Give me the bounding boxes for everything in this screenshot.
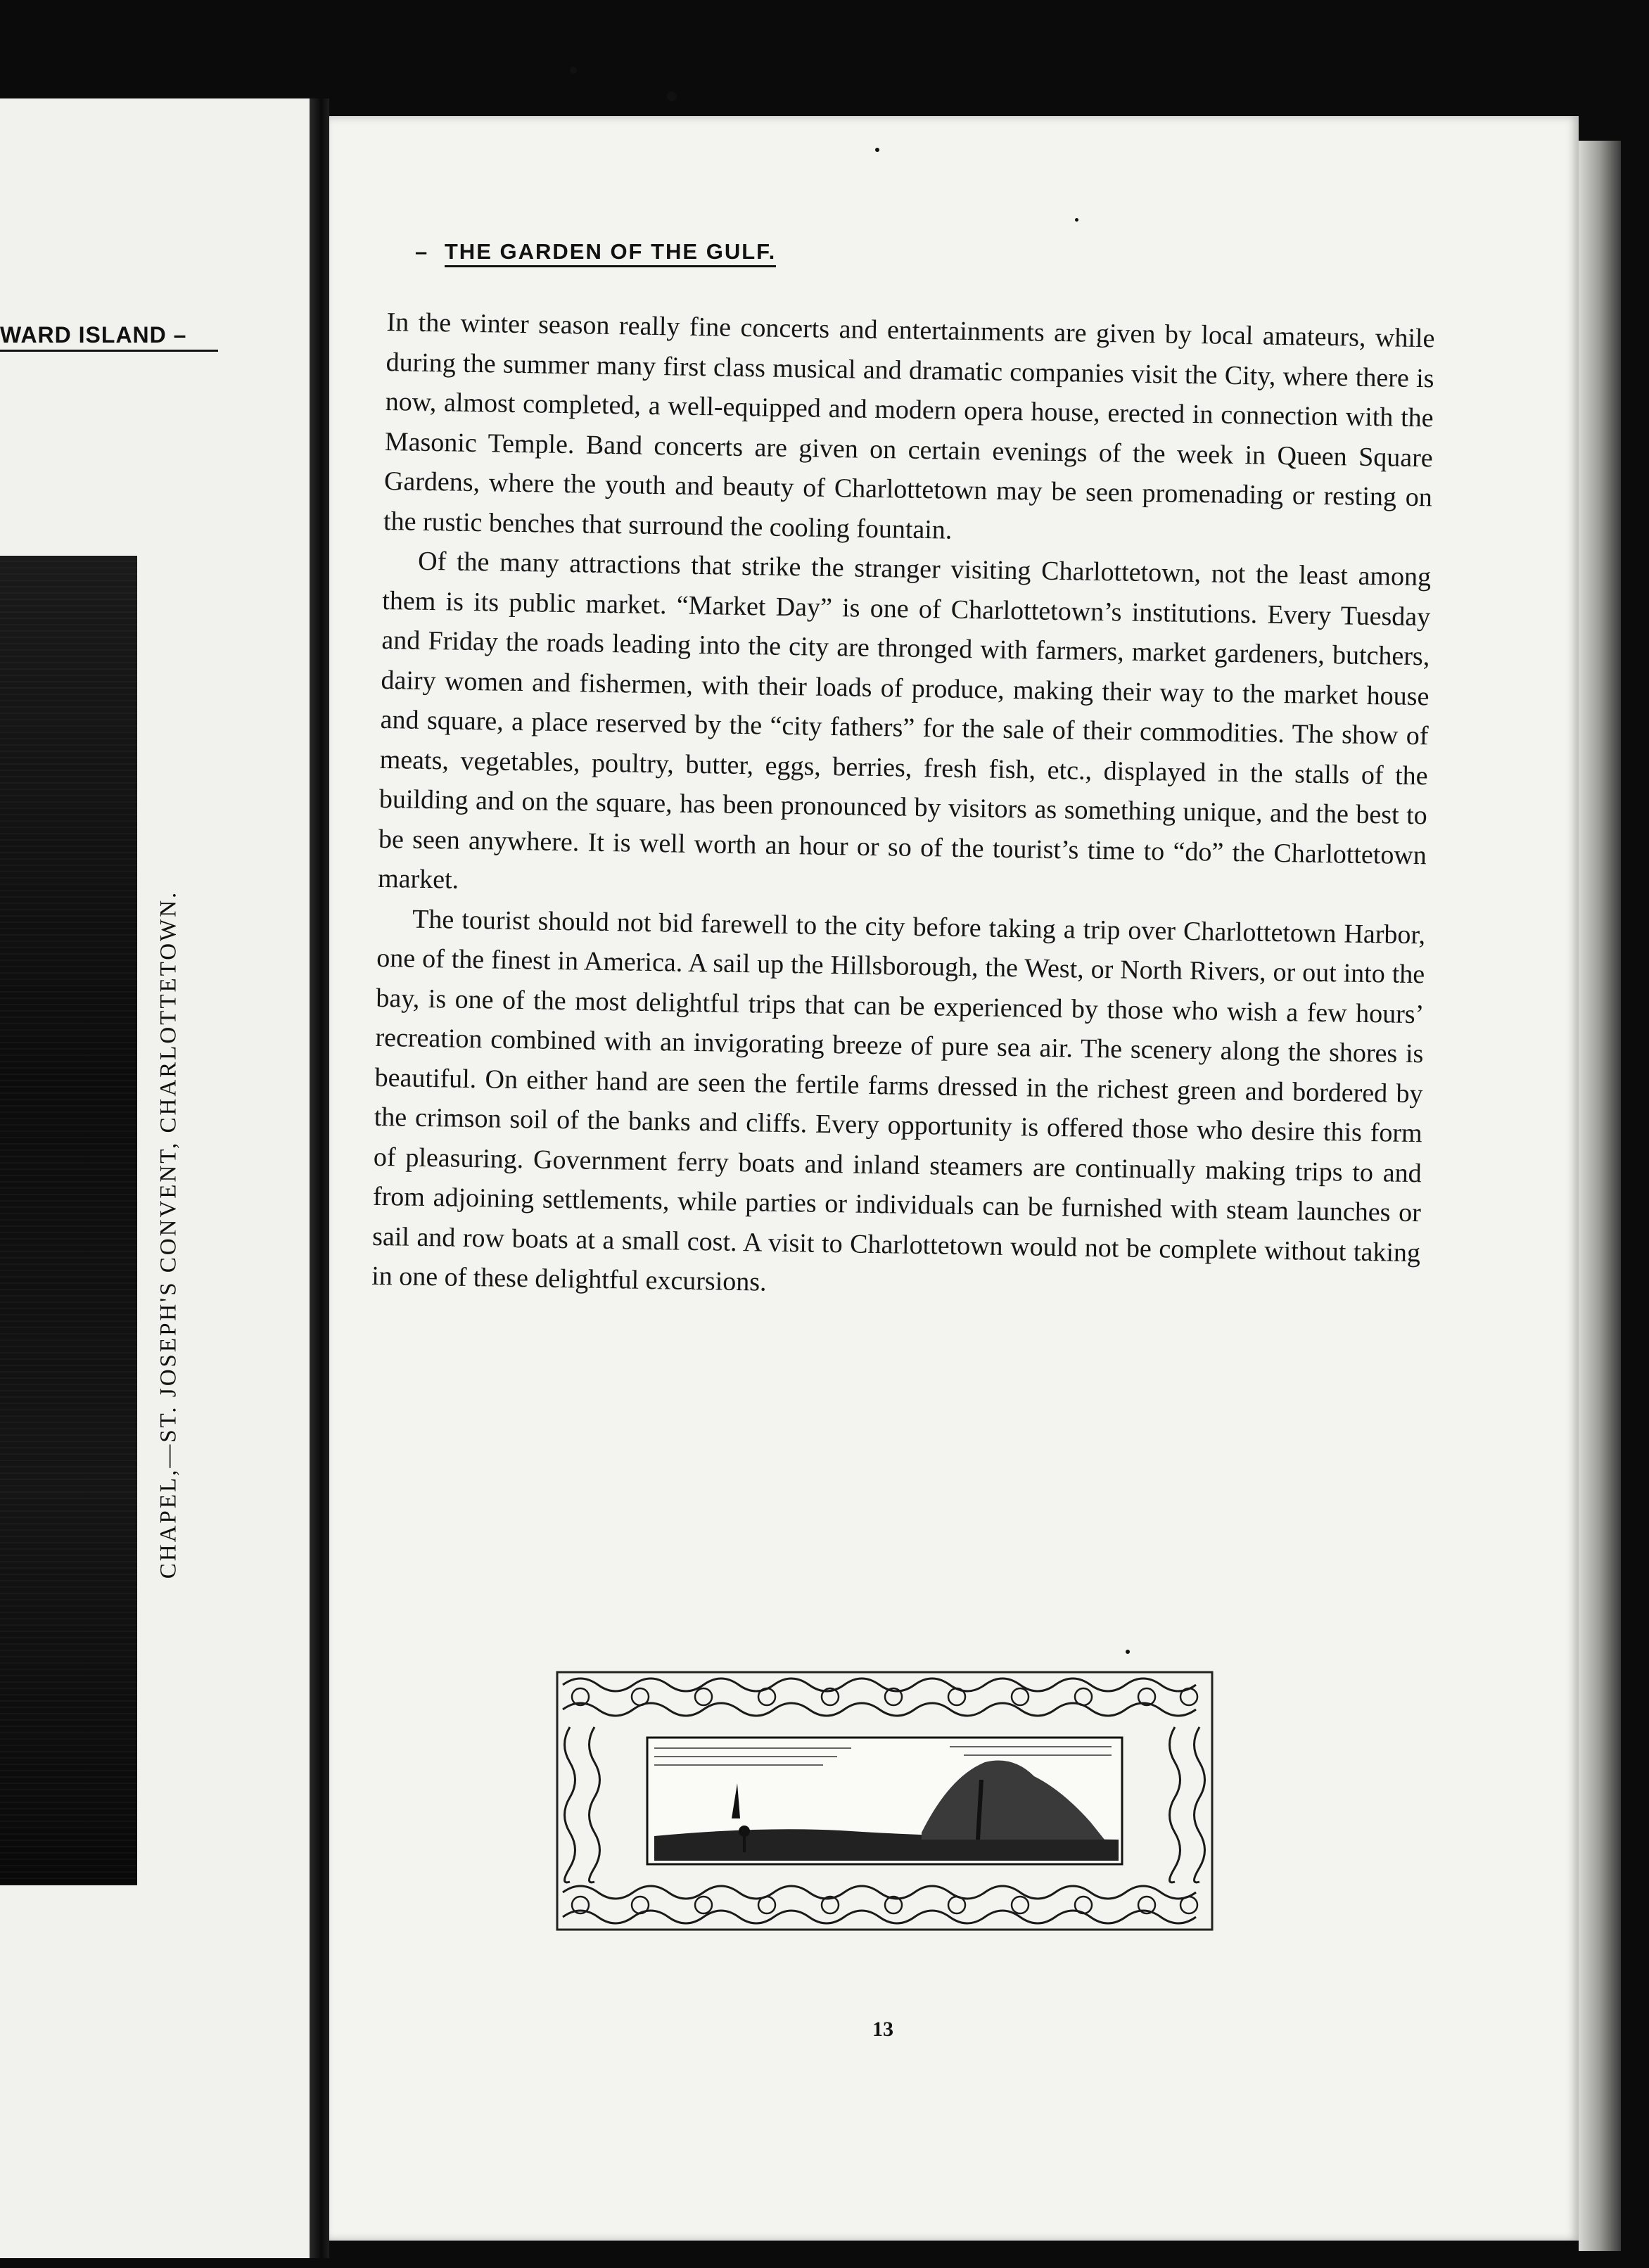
left-facing-page (0, 98, 310, 2258)
scan-speck (875, 148, 879, 152)
running-head-title: THE GARDEN OF THE GULF. (445, 239, 776, 267)
page-edge (1579, 141, 1621, 2251)
book-gutter (310, 98, 329, 2258)
paragraph-concerts: In the winter season really fine concerts and entertainments are given by local amateurs, while during the summer many first class musical and dramatic companies visit the City, where there is now, almost completed, a well-equipped and modern opera house, erected in connection with the Masonic Temple. Band concerts are given on certain evenings of the week in Queen Square Gardens, where the youth and beauty of Charlottetown may be seen promenading or resting on the rustic benches that surround the cooling fountain. (383, 307, 1435, 545)
scan-speck (570, 67, 577, 74)
ornamental-vignette (556, 1671, 1214, 1931)
left-running-head (0, 322, 218, 352)
running-head-dash: – (415, 239, 429, 264)
scan-speck (1075, 218, 1078, 222)
scan-speck (1126, 1650, 1130, 1654)
chapel-photo (0, 556, 137, 1885)
landscape-engraving (647, 1738, 1122, 1864)
scan-speck (667, 91, 677, 101)
paragraph-market: Of the many attractions that strike the stranger visiting Charlottetown, not the least among them is its public market. “Market Day” is one of Charlottetown’s institutions. Every Tuesday and Friday the roads leading into the city are thronged with farmers, market gardeners, butchers, dairy women and fishermen, with their loads of produce, making their way to the market house and square, a place reserved by the “city fathers” for the sale of their commodities. The show of meats, vegetables, poultry, butter, eggs, berries, fresh fish, etc., displayed in the stalls of the building and on the square, has been pronounced by visitors as something unique, and the best to be seen anywhere. It is well worth an hour or so of the tourist’s time to “do” the Charlottetown market. (377, 546, 1432, 895)
main-running-head (415, 239, 776, 265)
photo-caption (144, 865, 193, 1604)
body-text (371, 302, 1435, 1313)
paragraph-harbor: The tourist should not bid farewell to the city before taking a trip over Charlottetown Harbor, one of the finest in America. A sail up the Hillsborough, the West, or North Rivers, or out into the bay, is one of the most delightful trips that can be experienced by those who wish a few hours’ recreation combined with an invigorating breeze of pure sea air. The scenery along the shores is beautiful. On either hand are seen the fertile farms dressed in the richest green and bordered by the crimson soil of the banks and cliffs. Every opportunity is offered those who desire this form of pleasuring. Government ferry boats and inland steamers are continually making trips to and from adjoining settlements, while parties or individuals can be furnished with steam launches or sail and row boats at a small cost. A visit to Charlottetown would not be complete without taking in one of these delightful excursions. (371, 904, 1426, 1297)
page-number: 13 (872, 2018, 893, 2041)
left-running-head-text: WARD ISLAND – (0, 322, 187, 348)
left-running-head-rule (0, 350, 218, 352)
photo-caption-text: CHAPEL,—ST. JOSEPH'S CONVENT, CHARLOTTETOWN. (155, 890, 182, 1579)
